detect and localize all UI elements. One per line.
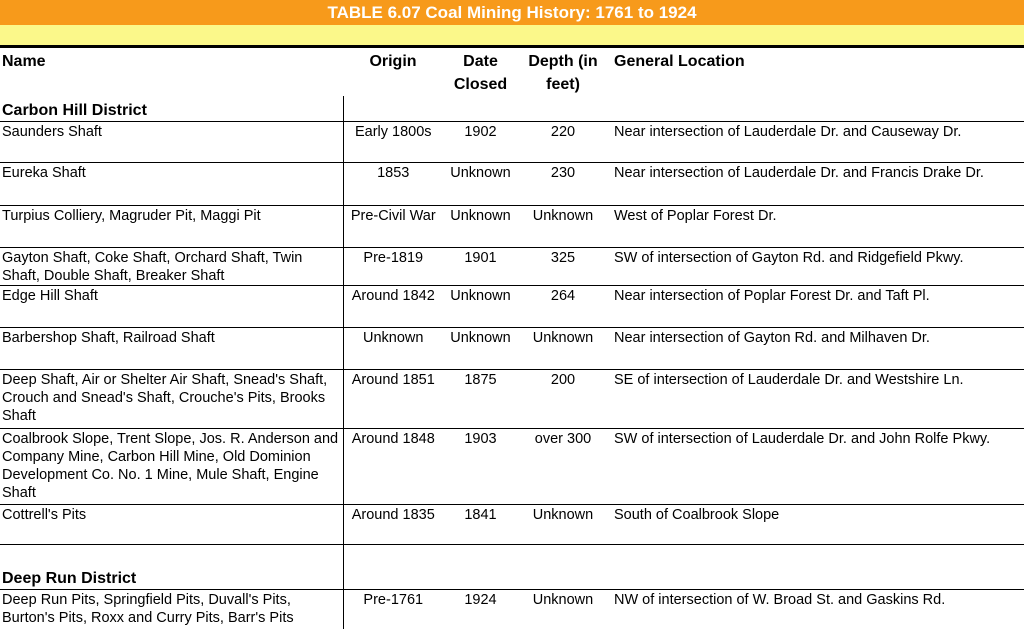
mine-origin: Around 1848 — [343, 428, 443, 504]
mine-depth: 220 — [518, 121, 608, 162]
mine-name: Deep Shaft, Air or Shelter Air Shaft, Snead's Shaft, Crouch and Snead's Shaft, Crouche's Pits, Brooks Shaft — [0, 369, 343, 428]
mine-depth: Unknown — [518, 504, 608, 544]
mine-name: Saunders Shaft — [0, 121, 343, 162]
table-row — [0, 121, 1024, 162]
mine-location: Near intersection of Poplar Forest Dr. and Taft Pl. — [608, 285, 1024, 327]
table-row — [0, 428, 1024, 504]
mine-closed: 1903 — [443, 428, 518, 504]
mine-closed: Unknown — [443, 327, 518, 369]
mine-origin: Early 1800s — [343, 121, 443, 162]
mine-location: Near intersection of Lauderdale Dr. and Francis Drake Dr. — [608, 162, 1024, 205]
mine-location: Near intersection of Gayton Rd. and Milhaven Dr. — [608, 327, 1024, 369]
table-row — [0, 589, 1024, 629]
mine-origin: Around 1851 — [343, 369, 443, 428]
table-row — [0, 369, 1024, 428]
mine-name: Turpius Colliery, Magruder Pit, Maggi Pit — [0, 205, 343, 247]
mine-depth: Unknown — [518, 327, 608, 369]
mine-depth: over 300 — [518, 428, 608, 504]
mine-origin: Unknown — [343, 327, 443, 369]
table-title: TABLE 6.07 Coal Mining History: 1761 to 1924 — [0, 0, 1024, 25]
column-header-origin: Origin — [369, 53, 417, 70]
mine-name: Deep Run Pits, Springfield Pits, Duvall's Pits, Burton's Pits, Roxx and Curry Pits, Barr's Pits — [0, 589, 343, 629]
column-header-date-closed: Date Closed — [453, 53, 508, 93]
mine-closed: 1841 — [443, 504, 518, 544]
mine-location: South of Coalbrook Slope — [608, 504, 1024, 544]
header-band — [0, 25, 1024, 45]
mine-closed: 1901 — [443, 247, 518, 285]
table-row — [0, 504, 1024, 544]
mine-origin: Pre-1819 — [343, 247, 443, 285]
table-row — [0, 205, 1024, 247]
mine-name: Barbershop Shaft, Railroad Shaft — [0, 327, 343, 369]
mine-closed: 1924 — [464, 591, 497, 608]
column-header-name: Name — [2, 53, 46, 70]
mine-origin: Pre-1761 — [363, 591, 424, 608]
mine-closed: Unknown — [443, 162, 518, 205]
column-header-location: General Location — [614, 53, 745, 70]
mine-name: Edge Hill Shaft — [0, 285, 343, 327]
mine-location: West of Poplar Forest Dr. — [608, 205, 1024, 247]
mine-depth: Unknown — [532, 591, 594, 608]
mine-origin: Pre-Civil War — [343, 205, 443, 247]
table-row — [0, 285, 1024, 327]
column-header-depth: Depth (in feet) — [528, 53, 598, 93]
district-row — [0, 96, 1024, 121]
mine-origin: 1853 — [343, 162, 443, 205]
district-name: Deep Run District — [0, 544, 343, 589]
mine-depth: Unknown — [518, 205, 608, 247]
mine-location: SE of intersection of Lauderdale Dr. and Westshire Ln. — [608, 369, 1024, 428]
mine-name: Cottrell's Pits — [0, 504, 343, 544]
mine-name: Gayton Shaft, Coke Shaft, Orchard Shaft, Twin Shaft, Double Shaft, Breaker Shaft — [0, 247, 343, 285]
mine-closed: 1875 — [443, 369, 518, 428]
district-row — [0, 544, 1024, 589]
mine-location: SW of intersection of Lauderdale Dr. and John Rolfe Pkwy. — [608, 428, 1024, 504]
mine-closed: Unknown — [443, 205, 518, 247]
table-row — [0, 247, 1024, 285]
mine-depth: 230 — [518, 162, 608, 205]
coal-mining-table — [0, 48, 1024, 629]
mine-depth: 264 — [518, 285, 608, 327]
mine-closed: Unknown — [443, 285, 518, 327]
district-name: Carbon Hill District — [0, 96, 343, 121]
table-row — [0, 327, 1024, 369]
mine-depth: 200 — [518, 369, 608, 428]
mine-location: NW of intersection of W. Broad St. and Gaskins Rd. — [614, 591, 946, 608]
mine-origin: Around 1835 — [343, 504, 443, 544]
mine-origin: Around 1842 — [343, 285, 443, 327]
mine-depth: 325 — [518, 247, 608, 285]
mine-name: Coalbrook Slope, Trent Slope, Jos. R. Anderson and Company Mine, Carbon Hill Mine, Old Dominion Development Co. No. 1 Mine, Mule Shaft, Engine Shaft — [0, 428, 343, 504]
mine-name: Eureka Shaft — [0, 162, 343, 205]
table-row — [0, 162, 1024, 205]
mine-closed: 1902 — [443, 121, 518, 162]
mine-location: SW of intersection of Gayton Rd. and Ridgefield Pkwy. — [608, 247, 1024, 285]
mine-location: Near intersection of Lauderdale Dr. and Causeway Dr. — [608, 121, 1024, 162]
